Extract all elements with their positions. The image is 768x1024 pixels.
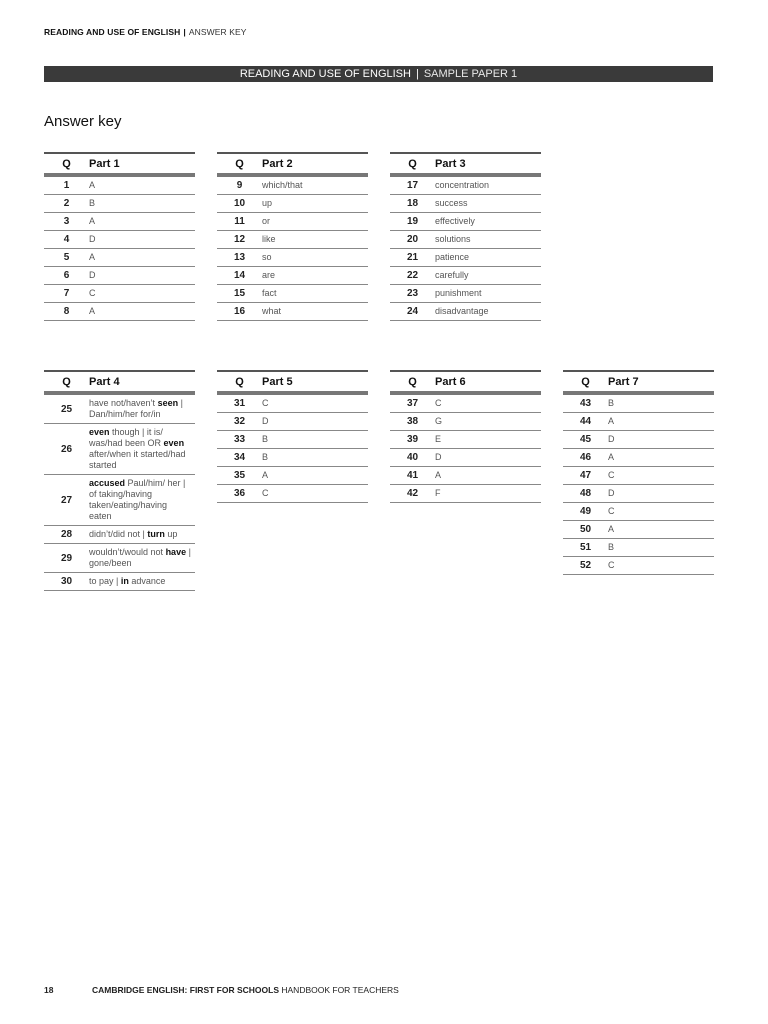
answer-row xyxy=(563,503,714,521)
answer-row xyxy=(44,267,195,285)
question-number: 32 xyxy=(217,413,262,431)
question-number: 31 xyxy=(217,393,262,413)
question-number: 30 xyxy=(44,573,89,591)
answer-text xyxy=(89,573,195,591)
answer-text: A xyxy=(608,413,714,431)
question-number: 33 xyxy=(217,431,262,449)
question-number: 50 xyxy=(563,521,608,539)
question-number: 35 xyxy=(217,467,262,485)
question-number: 2 xyxy=(44,195,89,213)
answer-text: B xyxy=(608,539,714,557)
answer-table-part-6 xyxy=(390,370,541,503)
q-column-header: Q xyxy=(44,371,89,393)
answer-text: D xyxy=(608,431,714,449)
answer-row xyxy=(217,485,368,503)
answer-row xyxy=(390,231,541,249)
question-number: 38 xyxy=(390,413,435,431)
question-number: 25 xyxy=(44,393,89,424)
answer-row xyxy=(390,249,541,267)
answer-text: C xyxy=(608,467,714,485)
answer-fragment: Paul/him/ her | of taking/having taken/eating/having eaten xyxy=(89,478,186,521)
banner-subtitle: SAMPLE PAPER 1 xyxy=(423,68,518,80)
answer-text: punishment xyxy=(435,285,541,303)
answer-fragment: after/when it started/had started xyxy=(89,449,186,470)
question-number: 23 xyxy=(390,285,435,303)
answer-text: carefully xyxy=(435,267,541,285)
answer-row xyxy=(217,175,368,195)
question-number: 14 xyxy=(217,267,262,285)
answer-text: D xyxy=(435,449,541,467)
answer-row xyxy=(44,475,195,526)
answer-row xyxy=(44,175,195,195)
part-column-header: Part 4 xyxy=(89,371,195,393)
q-column-header: Q xyxy=(390,371,435,393)
answer-row xyxy=(217,413,368,431)
answer-row xyxy=(563,431,714,449)
question-number: 41 xyxy=(390,467,435,485)
question-number: 18 xyxy=(390,195,435,213)
answer-row xyxy=(217,467,368,485)
answer-row xyxy=(390,213,541,231)
answer-row xyxy=(217,303,368,321)
answer-fragment: have not/haven’t xyxy=(89,398,158,408)
question-number: 27 xyxy=(44,475,89,526)
answer-text xyxy=(89,393,195,424)
answer-text: C xyxy=(608,503,714,521)
answer-text: like xyxy=(262,231,368,249)
answer-table-part-4 xyxy=(44,370,195,591)
question-number: 24 xyxy=(390,303,435,321)
answer-table-part-5 xyxy=(217,370,368,503)
q-column-header: Q xyxy=(217,371,262,393)
answer-keyword: even xyxy=(89,427,110,437)
answer-row xyxy=(563,413,714,431)
answer-row xyxy=(44,303,195,321)
answer-row xyxy=(217,195,368,213)
answer-text: solutions xyxy=(435,231,541,249)
answer-text: A xyxy=(89,175,195,195)
answer-row xyxy=(390,285,541,303)
answer-row xyxy=(390,267,541,285)
answer-text: C xyxy=(262,393,368,413)
question-number: 29 xyxy=(44,544,89,573)
question-number: 3 xyxy=(44,213,89,231)
answer-fragment: up xyxy=(164,529,178,539)
answer-text: effectively xyxy=(435,213,541,231)
answer-text: D xyxy=(89,267,195,285)
answer-row xyxy=(563,393,714,413)
answer-text: patience xyxy=(435,249,541,267)
question-number: 16 xyxy=(217,303,262,321)
question-number: 20 xyxy=(390,231,435,249)
answer-text: C xyxy=(89,285,195,303)
answer-text: disadvantage xyxy=(435,303,541,321)
question-number: 17 xyxy=(390,175,435,195)
answer-text: A xyxy=(608,449,714,467)
running-head-subtitle: ANSWER KEY xyxy=(188,27,247,37)
question-number: 22 xyxy=(390,267,435,285)
running-head-separator: | xyxy=(183,27,186,37)
answer-text: F xyxy=(435,485,541,503)
question-number: 10 xyxy=(217,195,262,213)
question-number: 6 xyxy=(44,267,89,285)
answer-row xyxy=(217,393,368,413)
question-number: 11 xyxy=(217,213,262,231)
question-number: 42 xyxy=(390,485,435,503)
answer-fragment: | Dan/him/her for/in xyxy=(89,398,183,419)
question-number: 48 xyxy=(563,485,608,503)
answer-row xyxy=(44,393,195,424)
part-column-header: Part 7 xyxy=(608,371,714,393)
question-number: 8 xyxy=(44,303,89,321)
question-number: 4 xyxy=(44,231,89,249)
running-head xyxy=(44,27,247,37)
answer-table-part-3 xyxy=(390,152,541,321)
question-number: 26 xyxy=(44,424,89,475)
answer-keyword: in xyxy=(120,576,129,586)
question-number: 52 xyxy=(563,557,608,575)
answer-row xyxy=(563,521,714,539)
answer-text: or xyxy=(262,213,368,231)
answer-fragment: advance xyxy=(128,576,166,586)
answer-row xyxy=(390,413,541,431)
answer-row xyxy=(44,544,195,573)
answer-table-part-7 xyxy=(563,370,714,575)
answer-row xyxy=(44,424,195,475)
answer-text: A xyxy=(435,467,541,485)
question-number: 21 xyxy=(390,249,435,267)
question-number: 9 xyxy=(217,175,262,195)
answer-text: success xyxy=(435,195,541,213)
answer-row xyxy=(217,267,368,285)
question-number: 7 xyxy=(44,285,89,303)
answer-table-part-1 xyxy=(44,152,195,321)
answer-row xyxy=(217,449,368,467)
answer-text: A xyxy=(262,467,368,485)
q-column-header: Q xyxy=(44,153,89,175)
answer-fragment: though | it is/ was/had been OR xyxy=(89,427,164,448)
answer-row xyxy=(390,431,541,449)
answer-row xyxy=(563,557,714,575)
answer-keyword: accused xyxy=(89,478,126,488)
answer-keyword: even xyxy=(163,438,185,448)
question-number: 34 xyxy=(217,449,262,467)
answer-row xyxy=(44,231,195,249)
answer-text: which/that xyxy=(262,175,368,195)
answer-text xyxy=(89,526,195,544)
answer-row xyxy=(44,213,195,231)
answer-text: C xyxy=(608,557,714,575)
answer-text: D xyxy=(262,413,368,431)
question-number: 36 xyxy=(217,485,262,503)
answer-text: A xyxy=(608,521,714,539)
answer-text: what xyxy=(262,303,368,321)
answer-text: C xyxy=(435,393,541,413)
answer-text: B xyxy=(262,431,368,449)
part-column-header: Part 1 xyxy=(89,153,195,175)
question-number: 13 xyxy=(217,249,262,267)
answer-keyword: seen xyxy=(157,398,179,408)
answer-text: A xyxy=(89,213,195,231)
answer-text: C xyxy=(262,485,368,503)
answer-text xyxy=(89,544,195,573)
answer-row xyxy=(44,573,195,591)
question-number: 47 xyxy=(563,467,608,485)
answer-row xyxy=(390,485,541,503)
question-number: 49 xyxy=(563,503,608,521)
answer-text: B xyxy=(89,195,195,213)
running-head-title: READING AND USE OF ENGLISH xyxy=(44,27,181,37)
answer-text: E xyxy=(435,431,541,449)
footer-title: CAMBRIDGE ENGLISH: FIRST FOR SCHOOLS xyxy=(92,985,279,995)
answer-row xyxy=(44,249,195,267)
answer-text: D xyxy=(89,231,195,249)
answer-fragment: didn’t/did not | xyxy=(89,529,148,539)
page-title: Answer key xyxy=(44,113,122,130)
question-number: 37 xyxy=(390,393,435,413)
q-column-header: Q xyxy=(563,371,608,393)
answer-text: D xyxy=(608,485,714,503)
answer-fragment: wouldn’t/would not xyxy=(89,547,166,557)
answer-table-part-2 xyxy=(217,152,368,321)
answer-keyword: have xyxy=(165,547,187,557)
answer-text: B xyxy=(608,393,714,413)
question-number: 46 xyxy=(563,449,608,467)
answer-row xyxy=(217,231,368,249)
question-number: 12 xyxy=(217,231,262,249)
question-number: 1 xyxy=(44,175,89,195)
answer-text: up xyxy=(262,195,368,213)
answer-text xyxy=(89,424,195,475)
answer-row xyxy=(217,249,368,267)
answer-row xyxy=(563,467,714,485)
answer-row xyxy=(44,195,195,213)
answer-row xyxy=(217,431,368,449)
part-column-header: Part 2 xyxy=(262,153,368,175)
banner-title: READING AND USE OF ENGLISH xyxy=(239,68,411,80)
question-number: 44 xyxy=(563,413,608,431)
question-number: 51 xyxy=(563,539,608,557)
answer-row xyxy=(390,195,541,213)
answer-keyword: turn xyxy=(147,529,165,539)
answer-row xyxy=(44,285,195,303)
answer-text: A xyxy=(89,249,195,267)
answer-row xyxy=(390,467,541,485)
part-column-header: Part 5 xyxy=(262,371,368,393)
answer-text: B xyxy=(262,449,368,467)
answer-text: are xyxy=(262,267,368,285)
answer-fragment: to pay | xyxy=(89,576,121,586)
footer-subtitle: HANDBOOK FOR TEACHERS xyxy=(281,985,399,995)
answer-row xyxy=(217,285,368,303)
page-footer xyxy=(44,985,399,995)
answer-row xyxy=(44,526,195,544)
question-number: 19 xyxy=(390,213,435,231)
answer-text: fact xyxy=(262,285,368,303)
page-number: 18 xyxy=(44,985,54,995)
question-number: 5 xyxy=(44,249,89,267)
banner-separator: | xyxy=(415,68,419,80)
answer-fragment: | gone/been xyxy=(89,547,191,568)
question-number: 45 xyxy=(563,431,608,449)
answer-row xyxy=(563,539,714,557)
part-column-header: Part 6 xyxy=(435,371,541,393)
answer-row xyxy=(390,303,541,321)
answer-row xyxy=(390,449,541,467)
question-number: 40 xyxy=(390,449,435,467)
q-column-header: Q xyxy=(217,153,262,175)
answer-text: concentration xyxy=(435,175,541,195)
question-number: 28 xyxy=(44,526,89,544)
question-number: 39 xyxy=(390,431,435,449)
answer-row xyxy=(217,213,368,231)
answer-text: so xyxy=(262,249,368,267)
answer-text: A xyxy=(89,303,195,321)
part-column-header: Part 3 xyxy=(435,153,541,175)
answer-row xyxy=(390,175,541,195)
answer-text xyxy=(89,475,195,526)
q-column-header: Q xyxy=(390,153,435,175)
section-banner xyxy=(44,66,713,82)
answer-text: G xyxy=(435,413,541,431)
answer-row xyxy=(563,485,714,503)
answer-row xyxy=(563,449,714,467)
question-number: 15 xyxy=(217,285,262,303)
question-number: 43 xyxy=(563,393,608,413)
answer-row xyxy=(390,393,541,413)
